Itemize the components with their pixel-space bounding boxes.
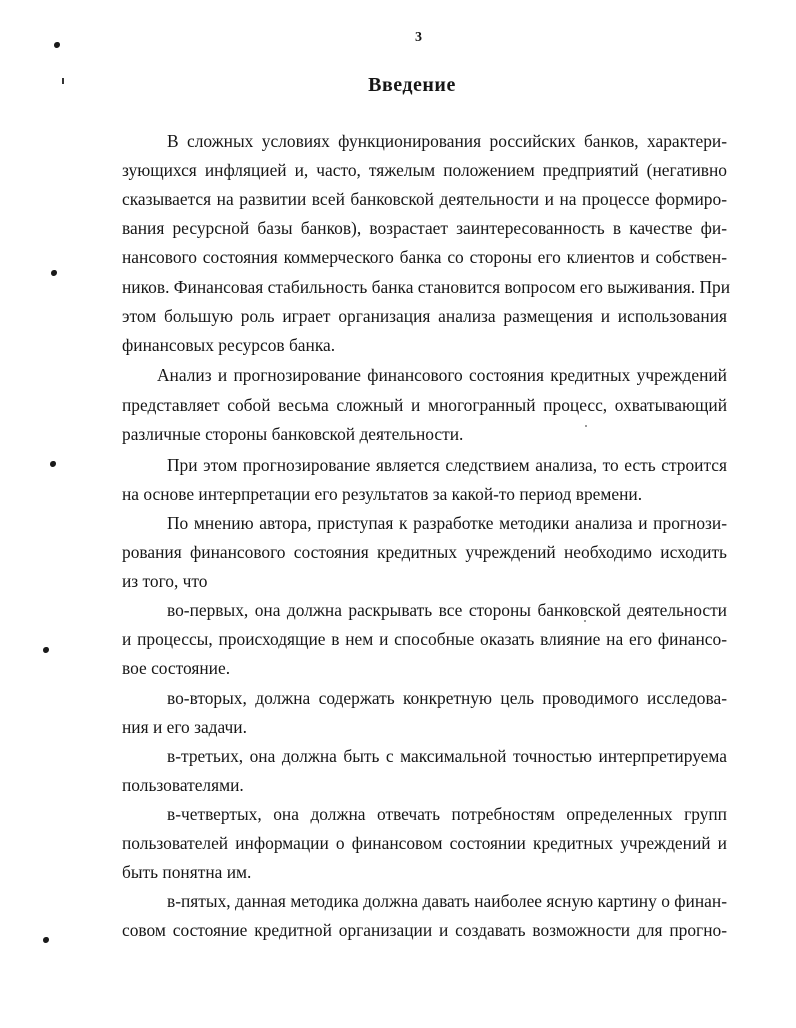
text-line: вое состояние. — [122, 658, 231, 678]
text-line: финансовых ресурсов банка. — [122, 335, 336, 355]
page-title: Введение — [368, 74, 456, 96]
text-line: различные стороны банковской деятельности. — [122, 424, 464, 444]
scan-speck — [584, 620, 586, 622]
text-line: По мнению автора, приступая к разработке методики анализа и прогнози- — [167, 513, 727, 533]
text-line: быть понятна им. — [122, 862, 252, 882]
scan-mark — [51, 270, 57, 276]
text-line: на основе интерпретации его результатов за какой-то период времени. — [122, 484, 643, 504]
scan-speck — [585, 425, 587, 427]
scan-tick — [62, 78, 64, 84]
text-line: Анализ и прогнозирование финансового состояния кредитных учреждений — [157, 365, 727, 385]
text-line: во-вторых, должна содержать конкретную цель проводимого исследова- — [167, 688, 727, 708]
text-line: В сложных условиях функционирования российских банков, характери- — [167, 131, 727, 151]
text-line: пользователей информации о финансовом состоянии кредитных учреждений и — [122, 833, 727, 853]
text-line: из того, что — [122, 571, 208, 591]
scan-mark — [50, 461, 56, 467]
scan-mark — [43, 937, 49, 943]
text-line: ния и его задачи. — [122, 717, 247, 737]
text-line: вания ресурсной базы банков), возрастает заинтересованность в качестве фи- — [122, 218, 727, 238]
text-line: совом состояние кредитной организации и создавать возможности для прогно- — [122, 920, 727, 940]
text-line: во-первых, она должна раскрывать все стороны банковской деятельности — [167, 600, 727, 620]
text-line: и процессы, происходящие в нем и способные оказать влияние на его финансо- — [122, 629, 727, 649]
text-line: нансового состояния коммерческого банка со стороны его клиентов и собствен- — [122, 247, 727, 267]
text-line: рования финансового состояния кредитных учреждений необходимо исходить — [122, 542, 727, 562]
text-line: этом большую роль играет организация анализа размещения и использования — [122, 306, 727, 326]
text-line: ников. Финансовая стабильность банка становится вопросом его выживания. При — [122, 277, 731, 297]
text-line: сказывается на развитии всей банковской деятельности и на процессе формиро- — [122, 189, 727, 209]
scan-mark — [43, 647, 49, 653]
text-line: представляет собой весьма сложный и многогранный процесс, охватывающий — [122, 395, 727, 415]
text-line: в-пятых, данная методика должна давать наиболее ясную картину о финан- — [167, 891, 727, 911]
page-number: 3 — [415, 30, 422, 45]
scan-mark — [54, 42, 60, 48]
text-line: При этом прогнозирование является следствием анализа, то есть строится — [167, 455, 727, 475]
text-line: в-третьих, она должна быть с максимальной точностью интерпретируема — [167, 746, 727, 766]
text-line: пользователями. — [122, 775, 244, 795]
text-line: зующихся инфляцией и, часто, тяжелым положением предприятий (негативно — [122, 160, 727, 180]
text-line: в-четвертых, она должна отвечать потребностям определенных групп — [167, 804, 727, 824]
